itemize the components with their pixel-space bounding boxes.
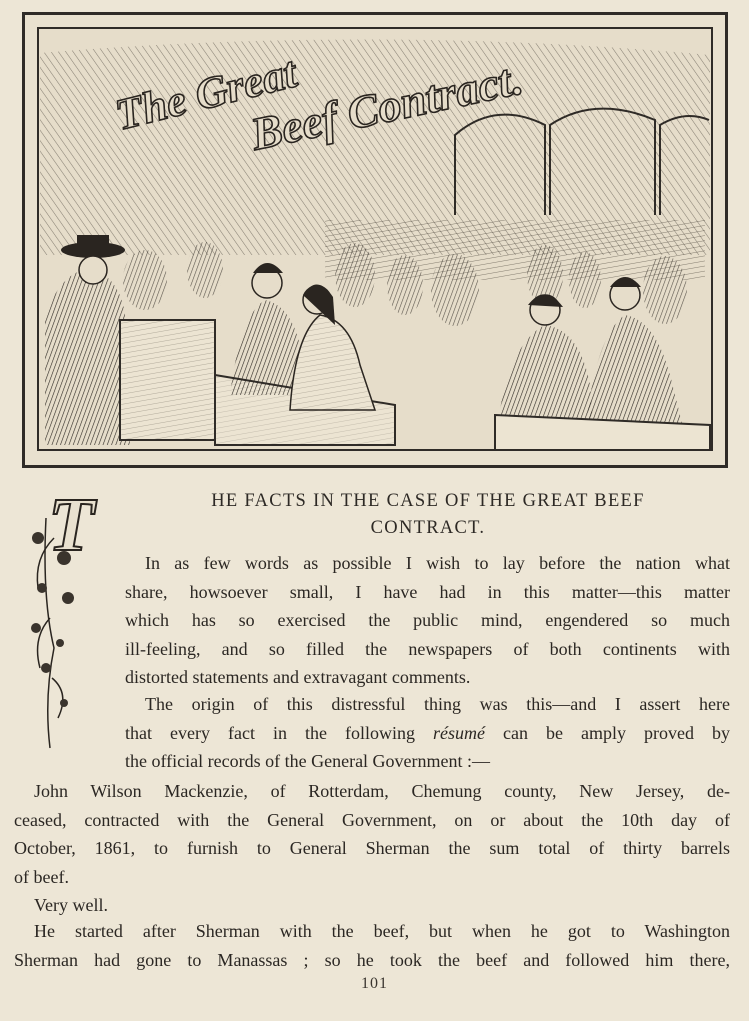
paragraph-1 xyxy=(125,549,730,692)
paragraph-4 xyxy=(34,891,234,920)
p1-line: which has so exercised the public mind, engendered so much xyxy=(125,610,730,631)
p5-line: Sherman had gone to Manassas ; so he took the beef and followed him there, xyxy=(14,949,730,970)
p2-line xyxy=(125,719,730,748)
p5-line: He started after Sherman with the beef, but when he got to Washington xyxy=(34,921,730,941)
p1-line: In as few words as possible I wish to lay before the nation what xyxy=(145,553,730,573)
page-number: 101 xyxy=(361,975,388,992)
heading-line-2: CONTRACT. xyxy=(370,518,486,538)
p3-line: John Wilson Mackenzie, of Rotterdam, Chemung county, New Jersey, de- xyxy=(34,781,730,801)
heading-line-1: HE FACTS IN THE CASE OF THE GREAT BEEF xyxy=(211,491,645,511)
dropcap-letter: T xyxy=(48,483,95,567)
chapter-heading xyxy=(128,488,728,542)
p3-line: October, 1861, to furnish to General Sherman the sum total of thirty barrels xyxy=(14,838,730,859)
paragraph-3 xyxy=(14,777,730,891)
resume-italic: résumé xyxy=(433,722,485,743)
p2-line: The origin of this distressful thing was this—and I assert here xyxy=(145,694,730,714)
engraving-illustration xyxy=(22,12,728,468)
p3-line: ceased, contracted with the General Government, on or about the 10th day of xyxy=(14,809,730,830)
p2-text: can be amply proved by xyxy=(503,722,730,743)
p2-line: the official records of the General Government :— xyxy=(125,751,491,772)
p1-line: share, howsoever small, I have had in this matter—this matter xyxy=(125,581,730,602)
decorative-dropcap xyxy=(24,478,128,760)
p1-line: ill-feeling, and so filled the newspapers of both continents with xyxy=(125,638,730,659)
paragraph-5 xyxy=(14,917,730,974)
p4-line: Very well. xyxy=(34,895,108,915)
illustration-title-line2: Beef Contract. xyxy=(246,52,528,160)
p3-line: of beef. xyxy=(14,866,69,887)
paragraph-2 xyxy=(125,690,730,776)
p1-line: distorted statements and extravagant comments. xyxy=(125,667,471,688)
illustration-title-line1: The Great xyxy=(110,47,302,140)
p2-text: that every fact in the following xyxy=(125,722,415,743)
